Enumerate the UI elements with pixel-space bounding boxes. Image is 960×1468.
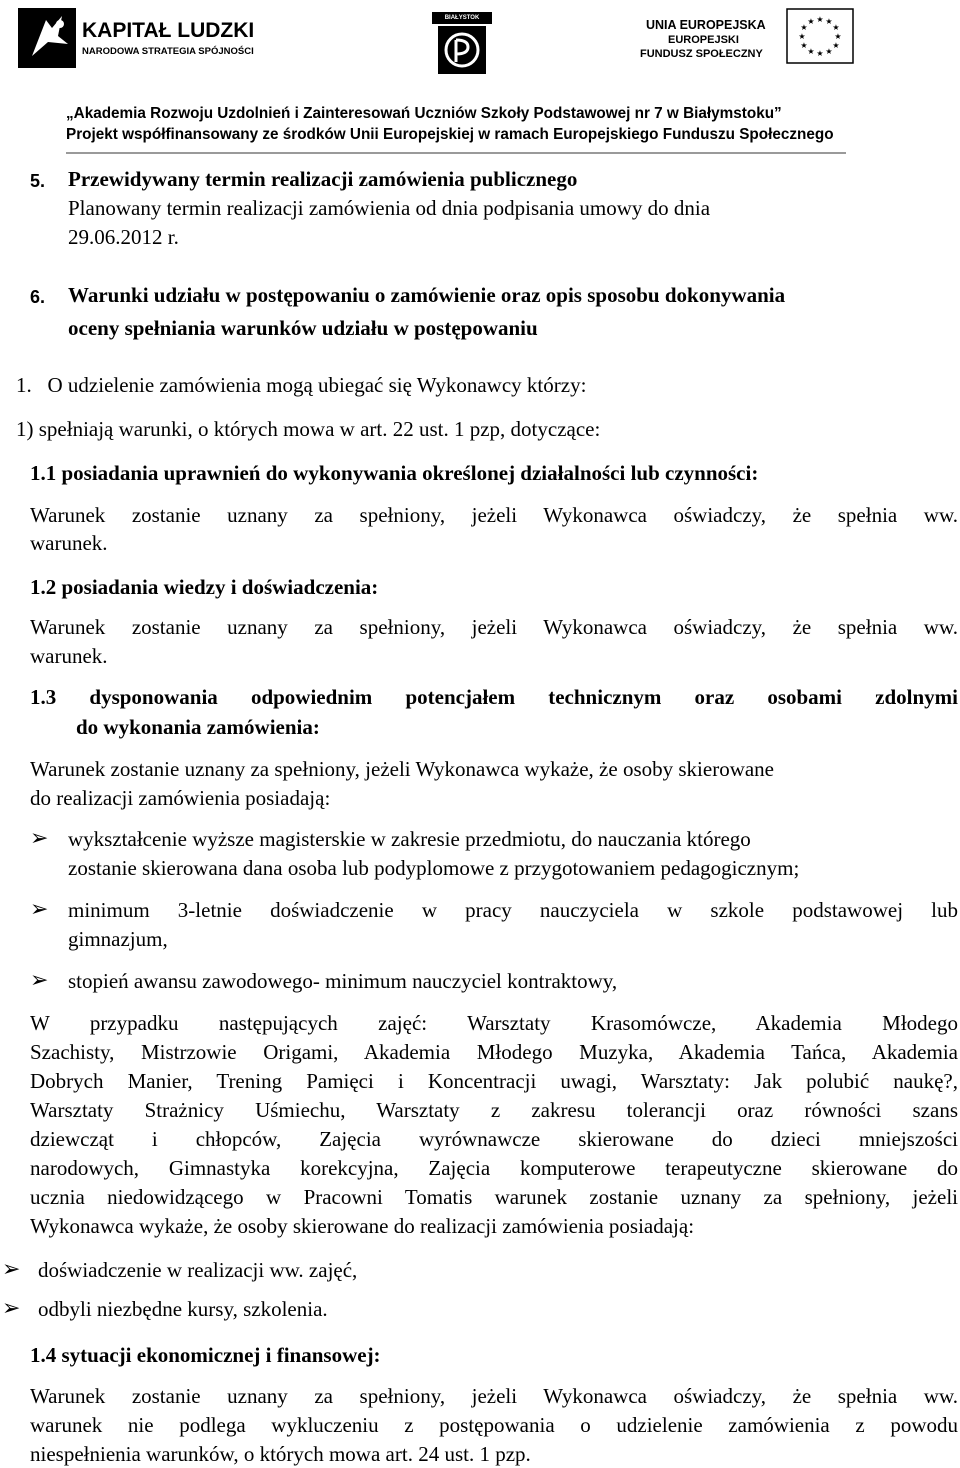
section-6-heading-line2: oceny spełniania warunków udziału w postępowaniu <box>68 316 538 340</box>
item-1-1-text-line1: Warunek zostanie uznany za spełniony, jeżeli Wykonawca oświadczy, że spełnia ww. <box>30 503 958 527</box>
project-subtitle: Projekt współfinansowany ze środków Unii Europejskiej w ramach Europejskiego Funduszu Społecznego <box>66 126 834 143</box>
item-1-4-heading: 1.4 sytuacji ekonomicznej i finansowej: <box>30 1343 381 1367</box>
svg-text:★: ★ <box>825 17 833 26</box>
item-1-1-text-line2: warunek. <box>30 531 108 555</box>
arrow-bullet-icon: ➢ <box>2 1296 21 1321</box>
item-1-4-text-line1: Warunek zostanie uznany za spełniony, jeżeli Wykonawca oświadczy, że spełnia ww. <box>30 1384 958 1408</box>
svg-text:★: ★ <box>807 47 815 56</box>
section-6-heading-line1: Warunki udziału w postępowaniu o zamówienie oraz opis sposobu dokonywania <box>68 283 786 307</box>
kapital-ludzki-logo <box>18 6 258 70</box>
svg-text:★: ★ <box>816 15 824 24</box>
svg-text:★: ★ <box>798 32 806 41</box>
paragraph-line: ucznia niedowidzącego w Pracowni Tomatis warunek zostanie uznany za spełniony, jeżeli <box>30 1185 958 1209</box>
paragraph-line: narodowych, Gimnastyka korekcyjna, Zajęcia komputerowe terapeutyczne skierowane do <box>30 1156 958 1180</box>
svg-text:★: ★ <box>816 49 824 58</box>
item-1-2-text-line1: Warunek zostanie uznany za spełniony, jeżeli Wykonawca oświadczy, że spełnia ww. <box>30 615 958 639</box>
bullet-2-2: odbyli niezbędne kursy, szkolenia. <box>38 1297 328 1321</box>
paragraph-line: Wykonawca wykaże, że osoby skierowane do realizacji zamówienia posiadają: <box>30 1214 695 1238</box>
bullet-2-line1: minimum 3-letnie doświadczenie w pracy nauczyciela w szkole podstawowej lub <box>68 898 958 922</box>
kapital-ludzki-subtitle: NARODOWA STRATEGIA SPÓJNOŚCI <box>82 46 254 57</box>
paragraph-line: W przypadku następujących zajęć: Warsztaty Krasomówcze, Akademia Młodego <box>30 1011 958 1035</box>
paragraph-line: Dobrych Manier, Trening Pamięci i Koncentracji uwagi, Warsztaty: Jak polubić naukę?, <box>30 1069 958 1093</box>
item-1-2-text-line2: warunek. <box>30 644 108 668</box>
section-6-number: 6. <box>30 287 46 307</box>
svg-text:★: ★ <box>825 47 833 56</box>
item-1-3-heading-line2: do wykonania zamówienia: <box>76 715 320 739</box>
school-logo-label: BIAŁYSTOK <box>444 15 480 21</box>
section-5-text-line2: 29.06.2012 r. <box>68 225 179 249</box>
bullet-1-line1: wykształcenie wyższe magisterskie w zakresie przedmiotu, do nauczania którego <box>68 827 751 851</box>
svg-text:★: ★ <box>832 41 840 50</box>
arrow-bullet-icon: ➢ <box>30 968 49 993</box>
item-1-4-text-line3: niespełnienia warunków, o których mowa art. 24 ust. 1 pzp. <box>30 1442 531 1466</box>
arrow-bullet-icon: ➢ <box>30 826 49 851</box>
svg-text:★: ★ <box>834 32 842 41</box>
item-1-2-heading: 1.2 posiadania wiedzy i doświadczenia: <box>30 575 379 599</box>
bullet-1-line2: zostanie skierowana dana osoba lub podyplomowe z przygotowaniem pedagogicznym; <box>68 856 800 880</box>
item-1-4-text-line2: warunek nie podlega wykluczeniu z postępowania o udzielenie zamówienia z powodu <box>30 1413 958 1437</box>
bullet-2-1: doświadczenie w realizacji ww. zajęć, <box>38 1258 358 1282</box>
item-1-1-heading: 1.1 posiadania uprawnień do wykonywania określonej działalności lub czynności: <box>30 461 759 485</box>
item-1-3-text-line2: do realizacji zamówienia posiadają: <box>30 786 331 810</box>
point-1: 1. O udzielenie zamówienia mogą ubiegać się Wykonawcy którzy: <box>16 373 587 397</box>
section-5-number: 5. <box>30 171 46 191</box>
item-1-3-text-line1: Warunek zostanie uznany za spełniony, jeżeli Wykonawca wykaże, że osoby skierowane <box>30 757 775 781</box>
school-logo <box>428 10 496 76</box>
point-1-1: 1) spełniają warunki, o których mowa w art. 22 ust. 1 pzp, dotyczące: <box>16 417 601 441</box>
arrow-bullet-icon: ➢ <box>30 897 49 922</box>
svg-text:★: ★ <box>800 23 808 32</box>
paragraph-line: dziewcząt i chłopców, Zajęcia wyrównawcze skierowane do dzieci mniejszości <box>30 1127 958 1151</box>
header-divider <box>66 152 846 154</box>
item-1-3-heading-line1: 1.3 dysponowania odpowiednim potencjałem technicznym oraz osobami zdolnymi <box>30 685 958 709</box>
svg-text:★: ★ <box>800 41 808 50</box>
eu-flag-icon <box>786 8 854 64</box>
arrow-bullet-icon: ➢ <box>2 1257 21 1282</box>
svg-text:★: ★ <box>807 17 815 26</box>
svg-text:★: ★ <box>832 23 840 32</box>
eu-logo-line1: UNIA EUROPEJSKA <box>646 18 766 32</box>
eu-logo <box>640 8 856 68</box>
project-title: „Akademia Rozwoju Uzdolnień i Zainteresowań Uczniów Szkoły Podstawowej nr 7 w Białymstoku” <box>66 105 782 122</box>
section-5-heading: Przewidywany termin realizacji zamówienia publicznego <box>68 167 578 191</box>
kapital-ludzki-title: KAPITAŁ LUDZKI <box>82 19 255 42</box>
eu-logo-line2: EUROPEJSKI <box>668 34 739 46</box>
section-5-text-line1: Planowany termin realizacji zamówienia od dnia podpisania umowy do dnia <box>68 196 711 220</box>
bullet-3-line1: stopień awansu zawodowego- minimum nauczyciel kontraktowy, <box>68 969 618 993</box>
paragraph-line: Warsztaty Strażnicy Uśmiechu, Warsztaty z zakresu tolerancji oraz równości szans <box>30 1098 958 1122</box>
eu-logo-line3: FUNDUSZ SPOŁECZNY <box>640 48 763 60</box>
bullet-2-line2: gimnazjum, <box>68 927 168 951</box>
paragraph-line: Szachisty, Mistrzowie Origami, Akademia Młodego Muzyka, Akademia Tańca, Akademia <box>30 1040 958 1064</box>
